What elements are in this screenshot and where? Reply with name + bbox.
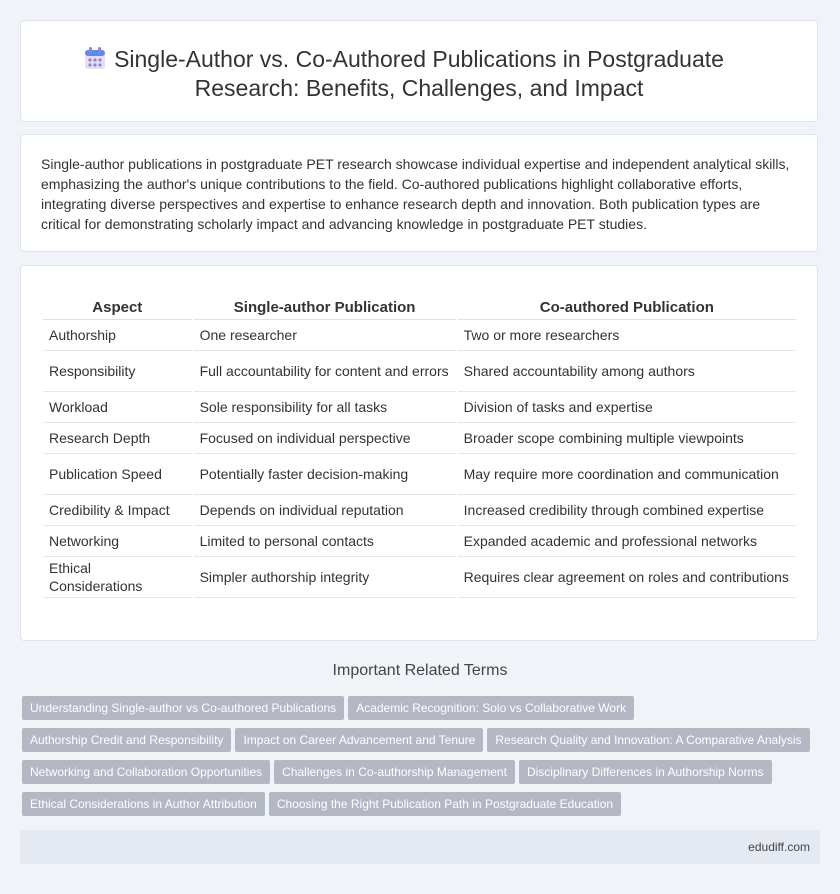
footer-site-link[interactable]: edudiff.com	[748, 840, 810, 854]
table-cell-single-author: Limited to personal contacts	[194, 526, 456, 557]
table-cell-aspect: Ethical Considerations	[43, 557, 192, 598]
column-header-single-author: Single-author Publication	[194, 295, 456, 320]
table-row	[43, 495, 796, 526]
table-cell-co-authored: Increased credibility through combined expertise	[458, 495, 796, 526]
page-title	[21, 45, 817, 103]
table-cell-aspect: Workload	[43, 392, 192, 423]
related-term-tag[interactable]: Choosing the Right Publication Path in Postgraduate Education	[269, 792, 621, 816]
table-cell-co-authored: Expanded academic and professional networks	[458, 526, 796, 557]
tag-row	[22, 728, 822, 760]
table-cell-single-author: Simpler authorship integrity	[194, 557, 456, 598]
table-row	[43, 557, 796, 598]
page-title-line-1: Single-Author vs. Co-Authored Publications in Postgraduate	[114, 46, 724, 72]
related-term-tag[interactable]: Research Quality and Innovation: A Comparative Analysis	[487, 728, 809, 752]
related-terms-tags	[22, 696, 822, 824]
table-cell-aspect: Credibility & Impact	[43, 495, 192, 526]
table-cell-aspect: Authorship	[43, 320, 192, 351]
table-cell-single-author: One researcher	[194, 320, 456, 351]
related-term-tag[interactable]: Challenges in Co-authorship Management	[274, 760, 515, 784]
table-row	[43, 423, 796, 454]
related-term-tag[interactable]: Understanding Single-author vs Co-authored Publications	[22, 696, 344, 720]
table-cell-aspect: Research Depth	[43, 423, 192, 454]
column-header-aspect: Aspect	[43, 295, 192, 320]
table-cell-single-author: Full accountability for content and errors	[194, 351, 456, 392]
related-term-tag[interactable]: Impact on Career Advancement and Tenure	[235, 728, 483, 752]
header-card	[20, 20, 818, 122]
table-cell-aspect: Publication Speed	[43, 454, 192, 495]
tag-row	[22, 696, 822, 728]
table-cell-co-authored: Two or more researchers	[458, 320, 796, 351]
table-row	[43, 526, 796, 557]
comparison-table	[41, 295, 798, 598]
column-header-co-authored: Co-authored Publication	[458, 295, 796, 320]
table-cell-single-author: Depends on individual reputation	[194, 495, 456, 526]
table-header-row	[43, 295, 796, 320]
table-cell-co-authored: May require more coordination and communication	[458, 454, 796, 495]
table-cell-co-authored: Shared accountability among authors	[458, 351, 796, 392]
table-cell-co-authored: Requires clear agreement on roles and contributions	[458, 557, 796, 598]
table-cell-aspect: Responsibility	[43, 351, 192, 392]
summary-card	[20, 134, 818, 252]
table-row	[43, 392, 796, 423]
table-cell-single-author: Sole responsibility for all tasks	[194, 392, 456, 423]
related-terms-heading: Important Related Terms	[332, 662, 508, 679]
tag-row	[22, 760, 822, 792]
page-title-line-2: Research: Benefits, Challenges, and Impact	[194, 75, 644, 101]
related-term-tag[interactable]: Authorship Credit and Responsibility	[22, 728, 231, 752]
table-row	[43, 351, 796, 392]
summary-text: Single-author publications in postgraduate PET research showcase individual expertise and independent analytical skills, emphasizing the author's unique contributions to the field. Co-authored publications highlight collaborative efforts, integrating diverse perspectives and expertise to enhance research depth and innovation. Both publication types are critical for demonstrating scholarly impact and advancing knowledge in postgraduate PET studies.	[41, 156, 790, 232]
table-cell-co-authored: Broader scope combining multiple viewpoints	[458, 423, 796, 454]
table-cell-single-author: Focused on individual perspective	[194, 423, 456, 454]
related-term-tag[interactable]: Ethical Considerations in Author Attribution	[22, 792, 265, 816]
table-cell-aspect: Networking	[43, 526, 192, 557]
tag-row	[22, 792, 822, 824]
table-row	[43, 320, 796, 351]
footer	[20, 830, 820, 864]
comparison-table-card	[20, 265, 818, 641]
table-cell-single-author: Potentially faster decision-making	[194, 454, 456, 495]
related-term-tag[interactable]: Academic Recognition: Solo vs Collaborative Work	[348, 696, 634, 720]
related-term-tag[interactable]: Networking and Collaboration Opportunities	[22, 760, 270, 784]
table-cell-co-authored: Division of tasks and expertise	[458, 392, 796, 423]
table-row	[43, 454, 796, 495]
related-term-tag[interactable]: Disciplinary Differences in Authorship Norms	[519, 760, 772, 784]
